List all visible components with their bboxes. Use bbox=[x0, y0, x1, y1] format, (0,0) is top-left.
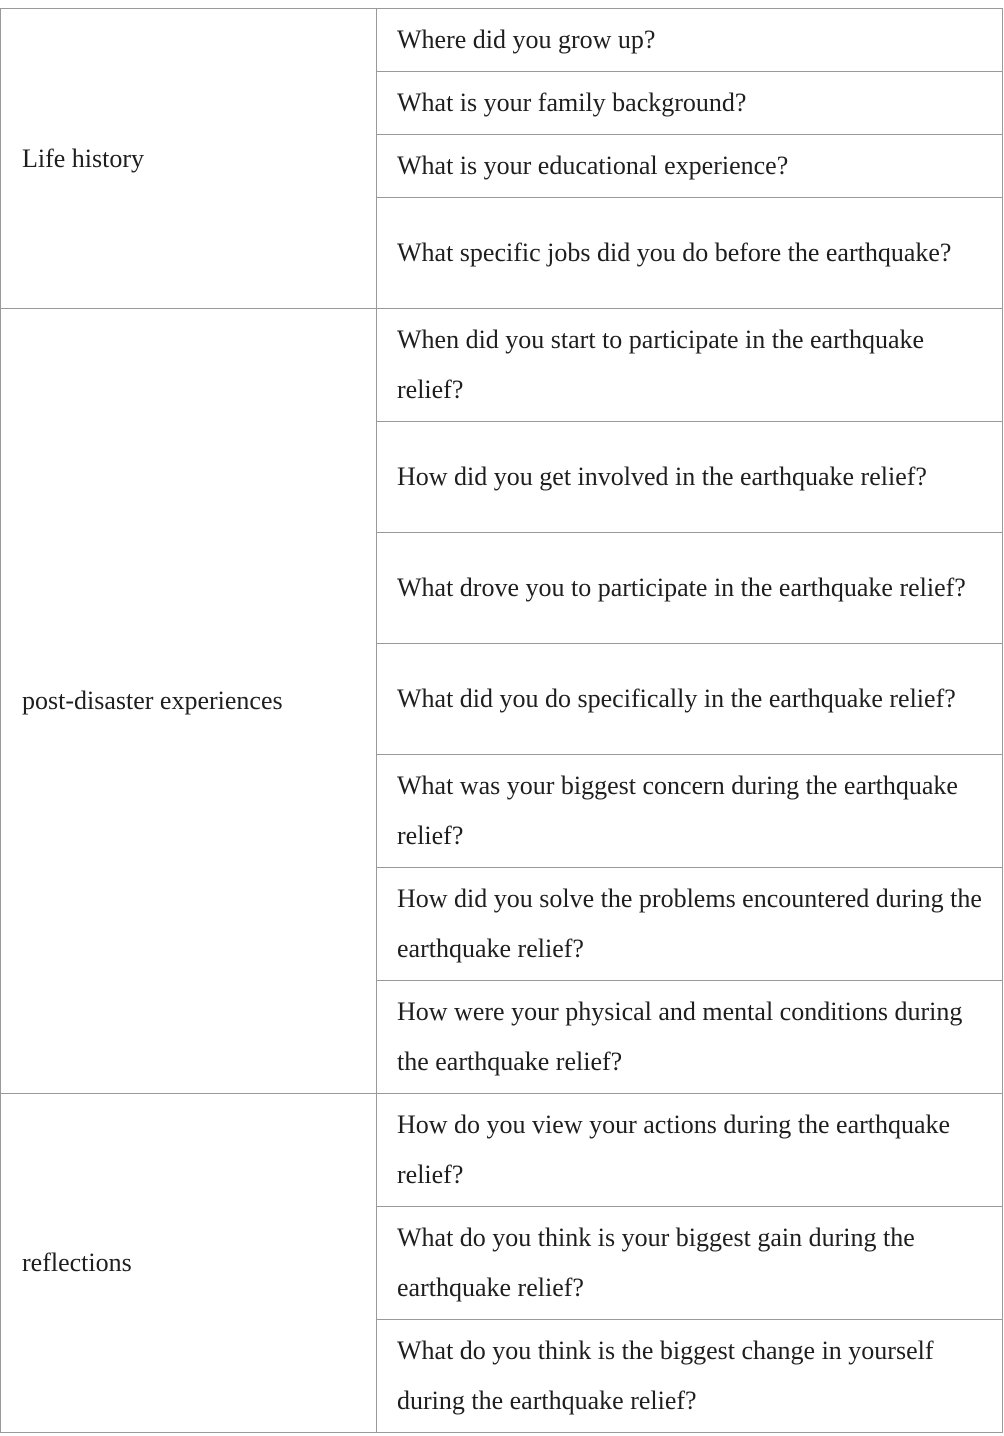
question-cell: How do you view your actions during the earthquake relief? bbox=[377, 1094, 1003, 1207]
question-cell: What is your educational experience? bbox=[377, 135, 1003, 198]
question-cell: What do you think is your biggest gain during the earthquake relief? bbox=[377, 1207, 1003, 1320]
question-cell: How were your physical and mental conditions during the earthquake relief? bbox=[377, 981, 1003, 1094]
question-cell: What specific jobs did you do before the earthquake? bbox=[377, 198, 1003, 309]
category-cell: reflections bbox=[1, 1094, 377, 1433]
question-cell: What was your biggest concern during the earthquake relief? bbox=[377, 755, 1003, 868]
table-row bbox=[1, 9, 1003, 72]
category-cell: post-disaster experiences bbox=[1, 309, 377, 1094]
table-row bbox=[1, 1094, 1003, 1207]
question-cell: How did you get involved in the earthquake relief? bbox=[377, 422, 1003, 533]
question-cell: What drove you to participate in the earthquake relief? bbox=[377, 533, 1003, 644]
question-cell: What is your family background? bbox=[377, 72, 1003, 135]
interview-questions-table bbox=[0, 8, 1003, 1433]
question-cell: Where did you grow up? bbox=[377, 9, 1003, 72]
question-cell: What do you think is the biggest change in yourself during the earthquake relief? bbox=[377, 1320, 1003, 1433]
question-cell: When did you start to participate in the earthquake relief? bbox=[377, 309, 1003, 422]
category-cell: Life history bbox=[1, 9, 377, 309]
question-cell: How did you solve the problems encountered during the earthquake relief? bbox=[377, 868, 1003, 981]
question-cell: What did you do specifically in the earthquake relief? bbox=[377, 644, 1003, 755]
table-row bbox=[1, 309, 1003, 422]
